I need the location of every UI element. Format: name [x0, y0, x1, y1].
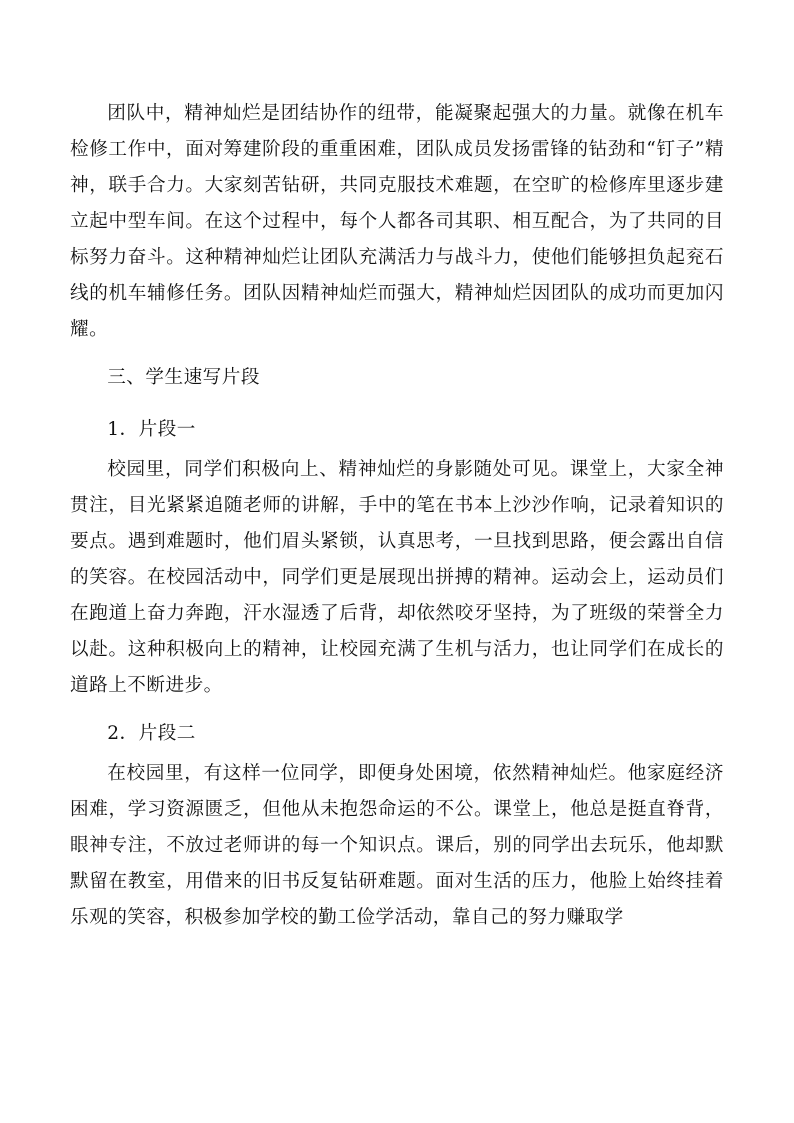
paragraph-fragment-one: 校园里，同学们积极向上、精神灿烂的身影随处可见。课堂上，大家全神贯注，目光紧紧追随老师的讲解，手中的笔在书本上沙沙作响，记录着知识的要点。遇到难题时，他们眉头紧锁，认真思考，一旦找到思路，便会露出自信的笑容。在校园活动中，同学们更是展现出拼搏的精神。运动会上，运动员们在跑道上奋力奔跑，汗水湿透了后背，却依然咬牙坚持，为了班级的荣誉全力以赴。这种积极向上的精神，让校园充满了生机与活力，也让同学们在成长的道路上不断进步。: [70, 459, 724, 696]
paragraph-team-spirit: 团队中，精神灿烂是团结协作的纽带，能凝聚起强大的力量。就像在机车检修工作中，面对筹建阶段的重重困难，团队成员发扬雷锋的钻劲和“钉子”精神，联手合力。大家刻苦钻研，共同克服技术难题，在空旷的检修库里逐步建立起中型车间。在这个过程中，每个人都各司其职、相互配合，为了共同的目标努力奋斗。这种精神灿烂让团队充满活力与战斗力，使他们能够担负起兖石线的机车辅修任务。团队因精神灿烂而强大，精神灿烂因团队的成功而更加闪耀。: [70, 103, 724, 340]
paragraph-fragment-two: 在校园里，有这样一位同学，即便身处困境，依然精神灿烂。他家庭经济困难，学习资源匮乏，但他从未抱怨命运的不公。课堂上，他总是挺直脊背，眼神专注，不放过老师讲的每一个知识点。课后，别的同学出去玩乐，他却默默留在教室，用借来的旧书反复钻研难题。面对生活的压力，他脸上始终挂着乐观的笑容，积极参加学校的勤工俭学活动，靠自己的努力赚取学: [70, 763, 724, 928]
document-body: [70, 96, 724, 936]
section-heading-student-sketches: 三、学生速写片段: [107, 367, 260, 388]
subheading-fragment-two: 2．片段二: [107, 723, 196, 744]
subheading-fragment-one: 1．片段一: [107, 419, 196, 440]
